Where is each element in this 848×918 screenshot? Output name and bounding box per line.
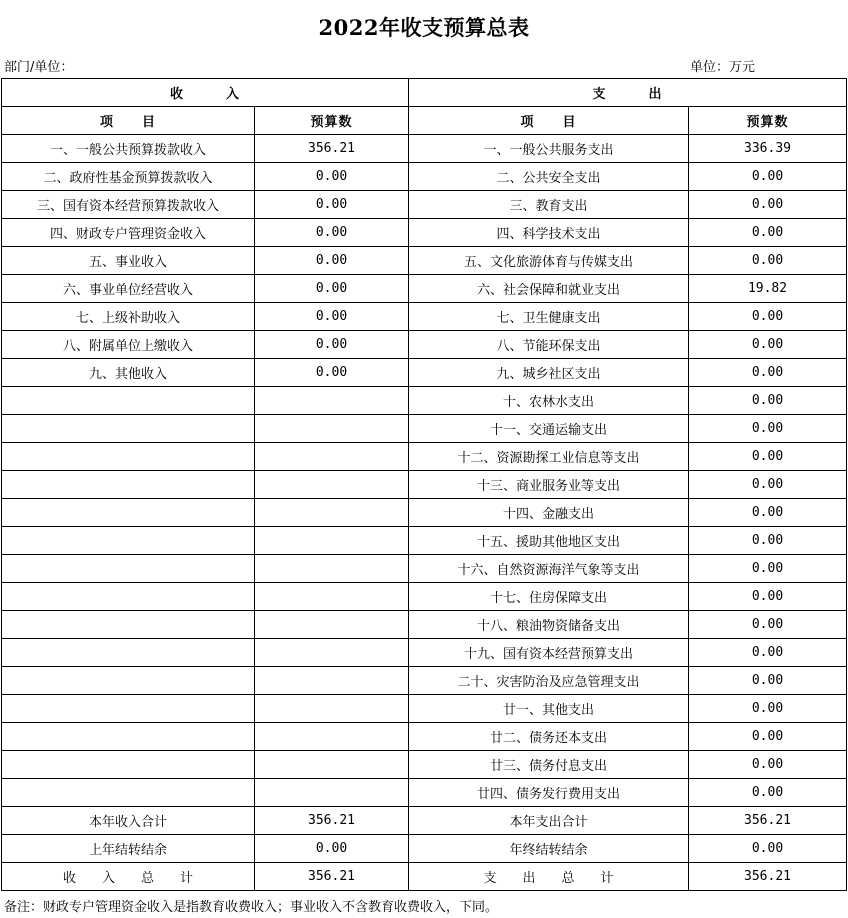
expense-value-cell: 356.21 bbox=[689, 807, 847, 835]
income-item-cell bbox=[2, 611, 255, 639]
income-value-cell bbox=[255, 443, 409, 471]
income-value-cell: 0.00 bbox=[255, 191, 409, 219]
income-value-cell: 0.00 bbox=[255, 303, 409, 331]
income-budget-header: 预算数 bbox=[255, 107, 409, 135]
table-row bbox=[2, 331, 847, 359]
table-row bbox=[2, 219, 847, 247]
expense-item-cell: 九、城乡社区支出 bbox=[409, 359, 689, 387]
expense-value-cell: 0.00 bbox=[689, 583, 847, 611]
income-value-cell bbox=[255, 639, 409, 667]
income-header: 收 入 bbox=[2, 79, 409, 107]
table-row bbox=[2, 499, 847, 527]
table-row bbox=[2, 135, 847, 163]
budget-table bbox=[1, 78, 847, 891]
income-item-cell: 四、财政专户管理资金收入 bbox=[2, 219, 255, 247]
expense-item-cell: 三、教育支出 bbox=[409, 191, 689, 219]
expense-value-cell: 0.00 bbox=[689, 751, 847, 779]
table-row bbox=[2, 471, 847, 499]
income-item-cell bbox=[2, 387, 255, 415]
income-item-cell bbox=[2, 443, 255, 471]
total-row bbox=[2, 863, 847, 891]
table-row bbox=[2, 611, 847, 639]
table-row bbox=[2, 695, 847, 723]
expense-item-cell: 十四、金融支出 bbox=[409, 499, 689, 527]
income-value-cell bbox=[255, 611, 409, 639]
expense-value-cell: 0.00 bbox=[689, 303, 847, 331]
table-row bbox=[2, 751, 847, 779]
income-value-cell: 0.00 bbox=[255, 835, 409, 863]
expense-header: 支 出 bbox=[409, 79, 847, 107]
expense-item-cell: 廿二、债务还本支出 bbox=[409, 723, 689, 751]
expense-item-cell: 一、一般公共服务支出 bbox=[409, 135, 689, 163]
expense-value-cell: 0.00 bbox=[689, 639, 847, 667]
expense-value-cell: 0.00 bbox=[689, 527, 847, 555]
expense-value-cell: 0.00 bbox=[689, 359, 847, 387]
table-row bbox=[2, 527, 847, 555]
income-item-cell bbox=[2, 527, 255, 555]
table-row bbox=[2, 639, 847, 667]
income-value-cell bbox=[255, 751, 409, 779]
total-row bbox=[2, 835, 847, 863]
expense-item-cell: 本年支出合计 bbox=[409, 807, 689, 835]
table-row bbox=[2, 723, 847, 751]
income-item-cell: 六、事业单位经营收入 bbox=[2, 275, 255, 303]
income-item-cell bbox=[2, 723, 255, 751]
expense-value-cell: 0.00 bbox=[689, 163, 847, 191]
expense-item-cell: 十七、住房保障支出 bbox=[409, 583, 689, 611]
income-value-cell: 0.00 bbox=[255, 275, 409, 303]
income-item-cell: 收 入 总 计 bbox=[2, 863, 255, 891]
income-value-cell bbox=[255, 415, 409, 443]
expense-item-header: 项 目 bbox=[409, 107, 689, 135]
table-row bbox=[2, 443, 847, 471]
expense-value-cell: 0.00 bbox=[689, 695, 847, 723]
expense-value-cell: 0.00 bbox=[689, 779, 847, 807]
expense-item-cell: 十三、商业服务业等支出 bbox=[409, 471, 689, 499]
income-item-header: 项 目 bbox=[2, 107, 255, 135]
expense-value-cell: 0.00 bbox=[689, 499, 847, 527]
table-row bbox=[2, 359, 847, 387]
expense-value-cell: 0.00 bbox=[689, 219, 847, 247]
table-row bbox=[2, 583, 847, 611]
income-item-cell: 二、政府性基金预算拨款收入 bbox=[2, 163, 255, 191]
income-value-cell bbox=[255, 555, 409, 583]
expense-item-cell: 廿一、其他支出 bbox=[409, 695, 689, 723]
table-row bbox=[2, 163, 847, 191]
expense-item-cell: 十五、援助其他地区支出 bbox=[409, 527, 689, 555]
expense-item-cell: 八、节能环保支出 bbox=[409, 331, 689, 359]
expense-item-cell: 七、卫生健康支出 bbox=[409, 303, 689, 331]
expense-item-cell: 廿三、债务付息支出 bbox=[409, 751, 689, 779]
income-value-cell bbox=[255, 471, 409, 499]
table-row bbox=[2, 387, 847, 415]
expense-value-cell: 356.21 bbox=[689, 863, 847, 891]
income-value-cell: 0.00 bbox=[255, 219, 409, 247]
page-title: 2022年收支预算总表 bbox=[318, 15, 530, 40]
expense-value-cell: 0.00 bbox=[689, 331, 847, 359]
income-value-cell bbox=[255, 723, 409, 751]
expense-item-cell: 支 出 总 计 bbox=[409, 863, 689, 891]
expense-item-cell: 二十、灾害防治及应急管理支出 bbox=[409, 667, 689, 695]
income-item-cell bbox=[2, 583, 255, 611]
income-item-cell: 八、附属单位上缴收入 bbox=[2, 331, 255, 359]
unit-label: 单位：万元 bbox=[690, 60, 756, 75]
expense-value-cell: 0.00 bbox=[689, 247, 847, 275]
column-header-row bbox=[2, 107, 847, 135]
income-item-cell: 三、国有资本经营预算拨款收入 bbox=[2, 191, 255, 219]
income-value-cell: 356.21 bbox=[255, 135, 409, 163]
income-value-cell: 356.21 bbox=[255, 863, 409, 891]
income-value-cell bbox=[255, 527, 409, 555]
income-item-cell: 本年收入合计 bbox=[2, 807, 255, 835]
income-item-cell: 一、一般公共预算拨款收入 bbox=[2, 135, 255, 163]
income-value-cell bbox=[255, 387, 409, 415]
footnote: 备注：财政专户管理资金收入是指教育收费收入；事业收入不含教育收费收入，下同。 bbox=[4, 900, 499, 915]
income-value-cell bbox=[255, 583, 409, 611]
expense-value-cell: 0.00 bbox=[689, 611, 847, 639]
expense-value-cell: 0.00 bbox=[689, 387, 847, 415]
expense-budget-header: 预算数 bbox=[689, 107, 847, 135]
expense-item-cell: 十一、交通运输支出 bbox=[409, 415, 689, 443]
expense-item-cell: 五、文化旅游体育与传媒支出 bbox=[409, 247, 689, 275]
table-row bbox=[2, 303, 847, 331]
expense-item-cell: 六、社会保障和就业支出 bbox=[409, 275, 689, 303]
table-row bbox=[2, 779, 847, 807]
income-item-cell bbox=[2, 471, 255, 499]
income-value-cell: 0.00 bbox=[255, 247, 409, 275]
expense-value-cell: 0.00 bbox=[689, 555, 847, 583]
expense-item-cell: 十、农林水支出 bbox=[409, 387, 689, 415]
income-item-cell bbox=[2, 415, 255, 443]
expense-item-cell: 十八、粮油物资储备支出 bbox=[409, 611, 689, 639]
income-item-cell bbox=[2, 639, 255, 667]
expense-value-cell: 19.82 bbox=[689, 275, 847, 303]
expense-value-cell: 0.00 bbox=[689, 443, 847, 471]
expense-value-cell: 0.00 bbox=[689, 415, 847, 443]
income-value-cell bbox=[255, 779, 409, 807]
expense-value-cell: 0.00 bbox=[689, 723, 847, 751]
expense-item-cell: 十六、自然资源海洋气象等支出 bbox=[409, 555, 689, 583]
income-value-cell bbox=[255, 695, 409, 723]
income-value-cell bbox=[255, 499, 409, 527]
income-item-cell: 九、其他收入 bbox=[2, 359, 255, 387]
table-row bbox=[2, 555, 847, 583]
table-row bbox=[2, 247, 847, 275]
income-item-cell: 七、上级补助收入 bbox=[2, 303, 255, 331]
income-item-cell bbox=[2, 695, 255, 723]
expense-item-cell: 二、公共安全支出 bbox=[409, 163, 689, 191]
total-row bbox=[2, 807, 847, 835]
expense-value-cell: 0.00 bbox=[689, 471, 847, 499]
expense-value-cell: 0.00 bbox=[689, 667, 847, 695]
table-row bbox=[2, 191, 847, 219]
income-value-cell: 356.21 bbox=[255, 807, 409, 835]
income-item-cell bbox=[2, 779, 255, 807]
income-value-cell: 0.00 bbox=[255, 331, 409, 359]
table-row bbox=[2, 415, 847, 443]
income-value-cell: 0.00 bbox=[255, 163, 409, 191]
income-item-cell: 五、事业收入 bbox=[2, 247, 255, 275]
income-value-cell: 0.00 bbox=[255, 359, 409, 387]
income-item-cell bbox=[2, 555, 255, 583]
expense-value-cell: 336.39 bbox=[689, 135, 847, 163]
department-label: 部门/单位： bbox=[4, 60, 74, 75]
table-row bbox=[2, 667, 847, 695]
expense-item-cell: 十二、资源勘探工业信息等支出 bbox=[409, 443, 689, 471]
income-item-cell bbox=[2, 499, 255, 527]
expense-value-cell: 0.00 bbox=[689, 191, 847, 219]
expense-item-cell: 年终结转结余 bbox=[409, 835, 689, 863]
income-item-cell: 上年结转结余 bbox=[2, 835, 255, 863]
income-item-cell bbox=[2, 667, 255, 695]
expense-item-cell: 十九、国有资本经营预算支出 bbox=[409, 639, 689, 667]
income-item-cell bbox=[2, 751, 255, 779]
table-row bbox=[2, 275, 847, 303]
expense-item-cell: 四、科学技术支出 bbox=[409, 219, 689, 247]
income-value-cell bbox=[255, 667, 409, 695]
expense-value-cell: 0.00 bbox=[689, 835, 847, 863]
expense-item-cell: 廿四、债务发行费用支出 bbox=[409, 779, 689, 807]
section-header-row bbox=[2, 79, 847, 107]
